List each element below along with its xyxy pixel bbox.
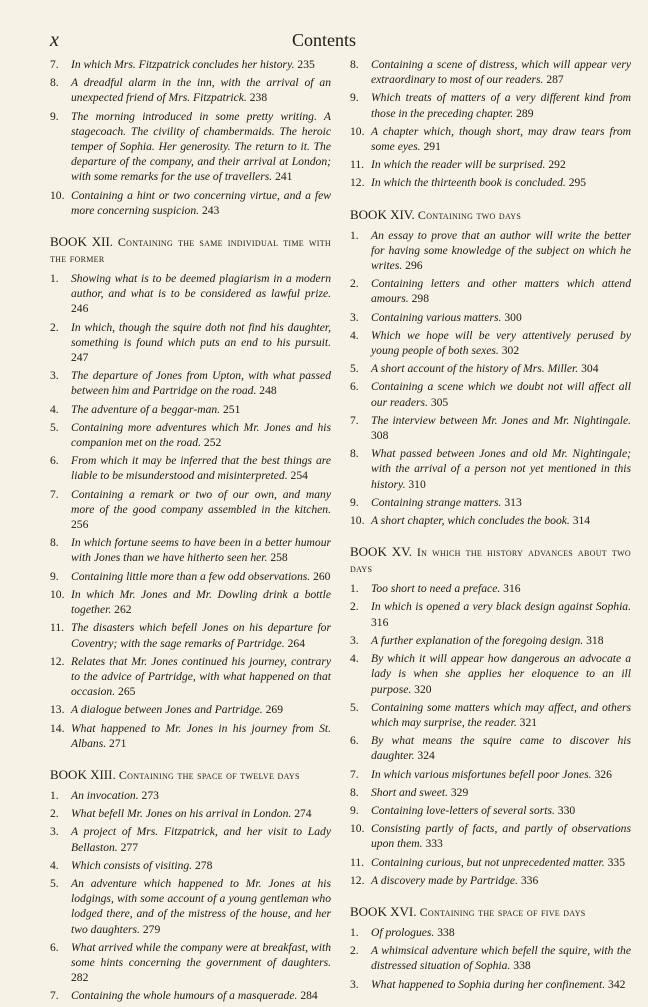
chapter-number: 10. (350, 514, 365, 528)
chapter-title: A project of Mrs. Fitzpatrick, and her visit to Lady Bellaston. (71, 825, 331, 854)
chapter-page: 302 (501, 344, 520, 358)
chapter-entry (350, 124, 631, 154)
chapter-title: In which, though the squire doth not find his daughter, something is found which puts an end to his pursuit. (71, 320, 331, 349)
chapter-entry (50, 420, 331, 450)
chapter-page: 254 (290, 469, 308, 483)
book-description: In which the history advances about two days (350, 545, 632, 576)
chapter-number: 7. (50, 487, 59, 501)
chapter-number: 4. (50, 402, 59, 416)
book-heading (350, 207, 631, 223)
chapter-number: 11. (350, 158, 365, 172)
chapter-number: 3. (350, 633, 359, 647)
chapter-entry (350, 495, 631, 510)
chapter-number: 5. (50, 876, 59, 890)
chapter-entry (50, 57, 331, 72)
chapter-entry (350, 821, 631, 851)
chapter-page: 256 (71, 518, 89, 532)
chapter-page: 289 (516, 106, 534, 120)
chapter-page: 282 (71, 971, 89, 985)
chapter-page: 342 (608, 977, 626, 991)
chapter-title: In which Mr. Jones and Mr. Dowling drink a bottle together. (71, 587, 331, 617)
chapter-page: 269 (265, 703, 283, 717)
chapter-title: Containing some matters which may affect, and others which may surprise, the reader. (371, 700, 631, 729)
chapter-entry (350, 379, 631, 409)
chapter-entry (350, 228, 631, 274)
chapter-title: Which treats of matters of a very different kind from those in the preceding chapter. (371, 91, 631, 120)
chapter-number: 3. (350, 977, 359, 991)
chapter-title: Containing a remark or two of our own, and many more of the good company assembled in the kitchen. (71, 487, 331, 516)
chapter-entry (350, 925, 631, 940)
chapter-entry (50, 988, 331, 1003)
chapter-page: 260 (313, 569, 331, 583)
chapter-entry (50, 535, 331, 565)
chapter-page: 274 (294, 807, 312, 821)
chapter-number: 7. (350, 767, 359, 781)
chapter-number: 3. (50, 369, 59, 383)
chapter-page: 252 (203, 436, 222, 450)
contents-right-column (350, 57, 631, 995)
chapter-number: 8. (350, 58, 359, 71)
chapter-number: 2. (350, 277, 359, 291)
chapter-title: An invocation. (71, 788, 139, 802)
book-description: Containing the same individual time with the former (50, 235, 332, 266)
chapter-title: A whimsical adventure which befell the squire, with the distressed situation of Sophia. (371, 944, 631, 973)
chapter-number: 3. (350, 310, 359, 324)
chapter-entry (50, 569, 331, 584)
chapter-number: 8. (50, 76, 59, 90)
chapter-entry (350, 361, 631, 376)
chapter-number: 9. (350, 91, 359, 105)
chapter-title: A further explanation of the foregoing design. (371, 633, 584, 647)
chapter-number: 10. (350, 124, 365, 138)
chapter-number: 4. (50, 858, 59, 872)
book-description: Containing the space of twelve days (118, 767, 300, 782)
chapter-title: What befell Mr. Jones on his arrival in London. (71, 807, 292, 821)
chapter-entry (350, 767, 631, 782)
chapter-title: The interview between Mr. Jones and Mr. Nightingale. (371, 413, 631, 427)
chapter-number: 11. (350, 855, 365, 869)
chapter-number: 6. (350, 380, 359, 394)
chapter-number: 7. (50, 989, 59, 1003)
chapter-number: 8. (50, 536, 59, 550)
book-label: BOOK XIII. (50, 766, 116, 782)
chapter-number: 6. (50, 940, 59, 954)
chapter-page: 284 (300, 989, 318, 1003)
chapter-entry (50, 788, 331, 803)
chapter-entry (350, 803, 631, 818)
chapter-page: 243 (201, 203, 220, 217)
chapter-title: The morning introduced in some pretty writing. A stagecoach. The civility of chambermaids. The heroic temper of Sophia. Her generosity. The return to it. The departure of the company, and their arrival at London; with some remarks for the use of travellers. (71, 109, 331, 184)
chapter-entry (350, 446, 631, 492)
chapter-title: Containing curious, but not unprecedented matter. (371, 855, 605, 869)
chapter-page: 287 (546, 73, 564, 87)
chapter-title: Consisting partly of facts, and partly of observations upon them. (371, 822, 631, 851)
chapter-entry (350, 157, 631, 172)
chapter-title: In which fortune seems to have been in a better humour with Jones than we have hitherto seen her. (71, 536, 331, 565)
chapter-page: 326 (594, 767, 612, 781)
chapter-number: 10. (50, 188, 65, 202)
chapter-entry (350, 276, 631, 306)
chapter-number: 2. (50, 320, 59, 334)
chapter-entry (350, 57, 631, 87)
chapter-page: 241 (275, 170, 293, 184)
chapter-title: By which it will appear how dangerous an advocate a lady is when she applies her eloquence to an ill purpose. (371, 652, 631, 696)
chapter-number: 7. (350, 413, 359, 427)
chapter-title: Of prologues. (371, 925, 435, 939)
chapter-title: The departure of Jones from Upton, with what passed between him and Partridge on the road. (71, 369, 331, 398)
chapter-page: 333 (425, 837, 443, 851)
chapter-page: 310 (408, 477, 426, 491)
chapter-entry (50, 487, 331, 533)
chapter-entry (50, 587, 331, 617)
chapter-number: 9. (50, 109, 59, 123)
book-heading (350, 904, 631, 920)
chapter-page: 304 (581, 362, 599, 376)
book-label: BOOK XII. (50, 234, 114, 250)
chapter-page: 265 (118, 685, 136, 699)
chapter-entry (50, 453, 331, 483)
chapter-title: What happened to Sophia during her confinement. (371, 977, 606, 991)
chapter-number: 4. (350, 652, 359, 666)
chapter-title: Containing little more than a few odd observations. (71, 569, 311, 583)
chapter-entry (50, 876, 331, 937)
contents-left-column (50, 57, 331, 1007)
chapter-entry (50, 320, 331, 366)
chapter-number: 10. (50, 587, 65, 601)
chapter-entry (50, 806, 331, 821)
chapter-page: 338 (513, 959, 531, 973)
chapter-title: Which we hope will be very attentively perused by young people of both sexes. (371, 328, 631, 358)
chapter-title: Showing what is to be deemed plagiarism in a modern author, and what is to be considered as lawful prize. (71, 272, 331, 301)
book-heading (50, 234, 331, 266)
chapter-title: In which is opened a very black design against Sophia. (371, 600, 631, 614)
chapter-entry (350, 90, 631, 120)
chapter-number: 3. (50, 825, 59, 839)
chapter-page: 251 (222, 402, 241, 416)
book-label: BOOK XVI. (350, 903, 417, 919)
book-heading (350, 544, 631, 576)
chapter-page: 298 (411, 292, 429, 306)
chapter-entry (350, 310, 631, 325)
chapter-number: 7. (50, 58, 59, 71)
chapter-entry (350, 700, 631, 730)
chapter-entry (350, 855, 631, 870)
chapter-page: 320 (414, 682, 432, 696)
chapter-title: A short chapter, which concludes the book. (371, 514, 570, 528)
chapter-entry (350, 175, 631, 190)
chapter-title: The adventure of a beggar-man. (71, 402, 221, 416)
chapter-entry (50, 402, 331, 417)
book-label: BOOK XIV. (350, 206, 415, 222)
chapter-title: Too short to need a preface. (371, 582, 501, 596)
chapter-title: In which the thirteenth book is concluded. (371, 176, 566, 190)
chapter-page: 295 (568, 176, 587, 190)
book-label: BOOK XV. (350, 544, 413, 560)
chapter-title: A dreadful alarm in the inn, with the arrival of an unexpected friend of Mrs. Fitzpatrick. (71, 76, 331, 105)
book-heading (50, 767, 331, 783)
chapter-title: Relates that Mr. Jones continued his journey, contrary to the advice of Partridge, with what happened on that occasion. (71, 654, 331, 699)
chapter-entry (50, 940, 331, 986)
chapter-entry (350, 977, 631, 992)
chapter-title: In which Mrs. Fitzpatrick concludes her history. (71, 58, 295, 71)
book-description: Containing the space of five days (419, 904, 586, 919)
chapter-entry (50, 271, 331, 317)
chapter-title: The disasters which befell Jones on his departure for Coventry; with the sage remarks of Partridge. (71, 621, 331, 650)
chapter-title: Containing a hint or two concerning virtue, and a few more concerning suspicion. (71, 188, 331, 217)
chapter-title: Containing strange matters. (371, 495, 502, 509)
chapter-title: Containing love-letters of several sorts. (371, 803, 555, 817)
chapter-title: Short and sweet. (371, 785, 448, 799)
chapter-title: A chapter which, though short, may draw tears from some eyes. (371, 124, 631, 154)
chapter-entry (50, 109, 331, 185)
chapter-entry (50, 620, 331, 650)
chapter-title: What passed between Jones and old Mr. Nightingale; with the arrival of a person not yet mentioned in this history. (371, 447, 631, 491)
chapter-title: Containing various matters. (371, 310, 502, 324)
chapter-entry (50, 368, 331, 398)
chapter-page: 336 (520, 873, 539, 887)
chapter-page: 273 (141, 788, 159, 802)
chapter-number: 2. (350, 944, 359, 958)
chapter-entry (350, 328, 631, 358)
chapter-page: 300 (504, 310, 522, 324)
chapter-number: 2. (350, 600, 359, 614)
chapter-page: 296 (405, 259, 423, 273)
chapter-title: A short account of the history of Mrs. Miller. (371, 362, 579, 376)
chapter-page: 235 (297, 58, 315, 71)
chapter-title: Containing the whole humours of a masquerade. (71, 989, 298, 1003)
chapter-entry (50, 654, 331, 700)
chapter-number: 1. (350, 582, 359, 596)
chapter-entry (50, 702, 331, 717)
chapter-page: 279 (142, 922, 161, 936)
chapter-title: Containing more adventures which Mr. Jones and his companion met on the road. (71, 420, 331, 450)
chapter-page: 277 (120, 840, 138, 854)
chapter-number: 8. (350, 785, 359, 799)
chapter-page: 316 (371, 615, 389, 629)
chapter-number: 5. (50, 420, 59, 434)
chapter-number: 1. (350, 228, 359, 242)
chapter-number: 5. (350, 700, 359, 714)
page-number: x (50, 29, 59, 51)
chapter-entry (50, 75, 331, 105)
chapter-title: A dialogue between Jones and Partridge. (71, 703, 263, 717)
chapter-number: 5. (350, 362, 359, 376)
chapter-title: An adventure which happened to Mr. Jones at his lodgings, with some account of a young gentleman who lodged there, and of the mistress of the house, and her two daughters. (71, 876, 331, 936)
chapter-number: 1. (50, 788, 59, 802)
chapter-number: 12. (50, 654, 65, 668)
chapter-title: What happened to Mr. Jones in his journey from St. Albans. (71, 721, 331, 750)
chapter-entry (350, 651, 631, 697)
book-description: Containing two days (417, 207, 522, 222)
chapter-page: 338 (437, 925, 455, 939)
chapter-number: 4. (350, 328, 359, 342)
running-head: Contents (291, 30, 356, 50)
chapter-number: 1. (50, 272, 59, 286)
chapter-page: 247 (71, 351, 89, 365)
chapter-page: 321 (519, 715, 538, 729)
chapter-number: 2. (50, 807, 59, 821)
chapter-page: 246 (71, 302, 89, 316)
chapter-page: 248 (259, 384, 277, 398)
chapter-title: An essay to prove that an author will write the better for having some knowledge of the subject on which he writes. (371, 228, 631, 273)
chapter-entry (350, 785, 631, 800)
chapter-title: Containing a scene of distress, which will appear very extraordinary to most of our readers. (371, 58, 631, 87)
chapter-number: 12. (350, 176, 365, 190)
chapter-page: 278 (195, 858, 213, 872)
chapter-number: 9. (350, 803, 359, 817)
chapter-number: 14. (50, 721, 65, 735)
chapter-number: 9. (350, 495, 359, 509)
chapter-page: 262 (114, 603, 132, 617)
chapter-page: 314 (572, 514, 591, 528)
chapter-title: In which various misfortunes befell poor Jones. (371, 767, 592, 781)
chapter-title: Which consists of visiting. (71, 858, 193, 872)
chapter-page: 291 (423, 140, 441, 154)
chapter-page: 329 (450, 785, 469, 799)
chapter-entry (50, 721, 331, 751)
chapter-number: 12. (350, 873, 365, 887)
chapter-title: In which the reader will be surprised. (371, 158, 546, 172)
chapter-entry (350, 581, 631, 596)
chapter-number: 6. (50, 454, 59, 468)
chapter-entry (350, 733, 631, 763)
chapter-page: 308 (371, 429, 389, 443)
chapter-number: 1. (350, 925, 359, 939)
chapter-page: 264 (287, 636, 305, 650)
chapter-page: 324 (417, 749, 435, 763)
chapter-number: 6. (350, 734, 359, 748)
chapter-number: 9. (50, 569, 59, 583)
chapter-entry (350, 873, 631, 888)
chapter-page: 271 (109, 736, 127, 750)
chapter-page: 305 (430, 395, 449, 409)
chapter-entry (350, 599, 631, 629)
chapter-entry (50, 824, 331, 854)
chapter-entry (350, 413, 631, 443)
chapter-title: From which it may be inferred that the best things are liable to be misunderstood and misinterpreted. (71, 454, 331, 483)
chapter-title: By what means the squire came to discover his daughter. (371, 734, 631, 763)
chapter-title: A discovery made by Partridge. (371, 873, 518, 887)
chapter-number: 11. (50, 621, 65, 635)
chapter-entry (50, 188, 331, 218)
chapter-title: Containing letters and other matters which attend amours. (371, 277, 631, 306)
chapter-number: 8. (350, 447, 359, 461)
chapter-page: 258 (270, 551, 288, 565)
chapter-title: Containing a scene which we doubt not will affect all our readers. (371, 380, 631, 409)
chapter-page: 316 (503, 582, 521, 596)
chapter-entry (350, 513, 631, 528)
chapter-title: What arrived while the company were at breakfast, with some hints concerning the government of daughters. (71, 940, 331, 969)
chapter-entry (350, 943, 631, 973)
chapter-page: 292 (548, 158, 566, 172)
chapter-page: 238 (249, 91, 268, 105)
chapter-number: 13. (50, 703, 65, 717)
chapter-entry (50, 858, 331, 873)
chapter-entry (350, 633, 631, 648)
chapter-page: 330 (557, 803, 576, 817)
chapter-page: 335 (607, 855, 625, 869)
chapter-page: 313 (504, 495, 522, 509)
chapter-number: 10. (350, 822, 365, 836)
chapter-page: 318 (586, 633, 604, 647)
